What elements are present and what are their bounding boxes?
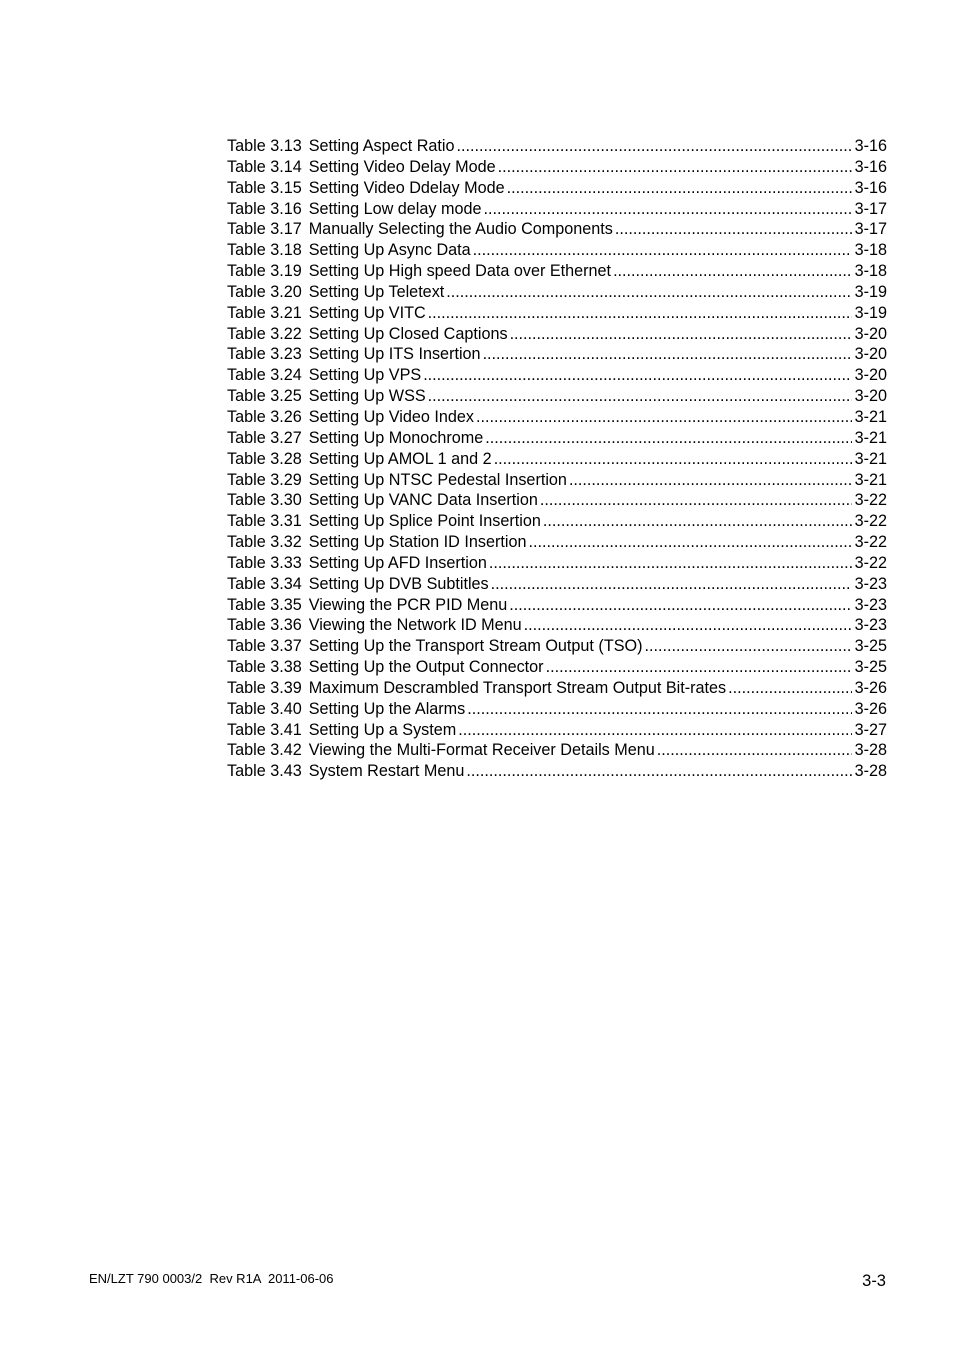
- toc-entry-number: Table 3.24: [227, 366, 302, 385]
- toc-entry-title: Setting Up WSS: [308, 387, 426, 406]
- toc-entry-number: Table 3.20: [227, 282, 302, 301]
- toc-entry-number: Table 3.33: [227, 553, 302, 572]
- page-number: 3-3: [862, 1272, 886, 1290]
- toc-entry-title: Setting Up VPS: [308, 366, 422, 385]
- toc-entry-number: Table 3.13: [227, 137, 302, 155]
- dot-leader: [467, 699, 851, 720]
- dot-leader: [510, 324, 852, 345]
- dot-leader: [491, 574, 852, 595]
- dot-leader: [483, 199, 851, 220]
- toc-entry[interactable]: [227, 157, 887, 178]
- toc-entry[interactable]: [227, 365, 887, 386]
- dot-leader: [483, 344, 852, 365]
- dot-leader: [546, 657, 852, 678]
- toc-entry-title: Setting Up AFD Insertion: [308, 553, 487, 572]
- toc-entry[interactable]: [227, 136, 887, 157]
- dot-leader: [728, 678, 851, 699]
- toc-entry[interactable]: [227, 199, 887, 220]
- toc-entry-title: System Restart Menu: [308, 762, 465, 781]
- toc-entry-page: 3-22: [854, 512, 887, 531]
- toc-entry[interactable]: [227, 595, 887, 616]
- toc-entry-page: 3-23: [854, 616, 887, 635]
- toc-entry-title: Maximum Descrambled Transport Stream Output Bit-rates: [308, 678, 727, 697]
- toc-entry-page: 3-16: [854, 178, 887, 197]
- toc-entry[interactable]: [227, 657, 887, 678]
- toc-entry-title: Setting Up Video Index: [308, 407, 474, 426]
- toc-entry-number: Table 3.21: [227, 303, 302, 322]
- toc-entry-page: 3-21: [854, 449, 887, 468]
- toc-entry-number: Table 3.15: [227, 178, 302, 197]
- dot-leader: [644, 636, 851, 657]
- dot-leader: [528, 532, 851, 553]
- dot-leader: [613, 261, 852, 282]
- toc-entry[interactable]: [227, 386, 887, 407]
- toc-entry-title: Setting Up Splice Point Insertion: [308, 512, 541, 531]
- dot-leader: [456, 136, 851, 157]
- dot-leader: [524, 615, 852, 636]
- toc-entry-page: 3-22: [854, 491, 887, 510]
- toc-entry-number: Table 3.40: [227, 699, 302, 718]
- toc-entry[interactable]: [227, 699, 887, 720]
- toc-entry-title: Setting Up VANC Data Insertion: [308, 491, 538, 510]
- toc-entry-page: 3-20: [854, 345, 887, 364]
- toc-entry[interactable]: [227, 261, 887, 282]
- toc-entry-page: 3-26: [854, 678, 887, 697]
- toc-entry-page: 3-17: [854, 220, 887, 239]
- toc-entry-page: 3-19: [854, 303, 887, 322]
- toc-entry[interactable]: [227, 511, 887, 532]
- toc-entry[interactable]: [227, 615, 887, 636]
- toc-entry-title: Setting Video Ddelay Mode: [308, 178, 505, 197]
- toc-entry-number: Table 3.30: [227, 491, 302, 510]
- toc-entry-title: Manually Selecting the Audio Components: [308, 220, 613, 239]
- toc-entry-page: 3-18: [854, 262, 887, 281]
- toc-entry-page: 3-22: [854, 533, 887, 552]
- toc-entry-page: 3-21: [854, 428, 887, 447]
- toc-entry-title: Setting Up Teletext: [308, 282, 445, 301]
- toc-entry-page: 3-23: [854, 595, 887, 614]
- dot-leader: [569, 470, 852, 491]
- toc-entry-page: 3-18: [854, 241, 887, 260]
- toc-entry-page: 3-20: [854, 324, 887, 343]
- dot-leader: [458, 720, 851, 741]
- toc-entry-page: 3-16: [854, 137, 887, 155]
- toc-entry-title: Setting Video Delay Mode: [308, 157, 496, 176]
- dot-leader: [489, 553, 852, 574]
- toc-entry[interactable]: [227, 282, 887, 303]
- toc-entry-title: Setting Up Closed Captions: [308, 324, 508, 343]
- document-reference: EN/LZT 790 0003/2 Rev R1A 2011-06-06: [89, 1271, 334, 1286]
- toc-entry-page: 3-17: [854, 199, 887, 218]
- toc-entry-number: Table 3.41: [227, 720, 302, 739]
- toc-entry[interactable]: [227, 740, 887, 761]
- toc-entry[interactable]: [227, 470, 887, 491]
- toc-entry[interactable]: [227, 574, 887, 595]
- toc-entry-number: Table 3.25: [227, 387, 302, 406]
- toc-entry-number: Table 3.23: [227, 345, 302, 364]
- toc-entry-number: Table 3.14: [227, 157, 302, 176]
- toc-entry-number: Table 3.39: [227, 678, 302, 697]
- table-of-contents: [227, 136, 887, 782]
- toc-entry[interactable]: [227, 344, 887, 365]
- toc-entry[interactable]: [227, 178, 887, 199]
- dot-leader: [428, 386, 852, 407]
- toc-entry-number: Table 3.38: [227, 658, 302, 677]
- dot-leader: [509, 595, 851, 616]
- toc-entry[interactable]: [227, 449, 887, 470]
- dot-leader: [473, 240, 852, 261]
- toc-entry-number: Table 3.16: [227, 199, 302, 218]
- toc-entry-page: 3-20: [854, 366, 887, 385]
- toc-entry-page: 3-25: [854, 637, 887, 656]
- dot-leader: [494, 449, 852, 470]
- toc-entry[interactable]: [227, 219, 887, 240]
- toc-entry[interactable]: [227, 678, 887, 699]
- toc-entry-title: Setting Up the Alarms: [308, 699, 466, 718]
- toc-entry[interactable]: [227, 428, 887, 449]
- toc-entry-page: 3-20: [854, 387, 887, 406]
- toc-entry[interactable]: [227, 490, 887, 511]
- toc-entry-number: Table 3.36: [227, 616, 302, 635]
- toc-entry-page: 3-28: [854, 762, 887, 781]
- toc-entry-page: 3-25: [854, 658, 887, 677]
- toc-entry[interactable]: [227, 407, 887, 428]
- toc-entry-title: Setting Up Station ID Insertion: [308, 533, 527, 552]
- toc-entry-number: Table 3.17: [227, 220, 302, 239]
- dot-leader: [657, 740, 852, 761]
- toc-entry-title: Viewing the PCR PID Menu: [308, 595, 508, 614]
- toc-entry-number: Table 3.35: [227, 595, 302, 614]
- toc-entry-title: Setting Up Monochrome: [308, 428, 484, 447]
- toc-entry-page: 3-21: [854, 470, 887, 489]
- toc-entry[interactable]: [227, 761, 887, 782]
- toc-entry-title: Setting Up High speed Data over Ethernet: [308, 262, 612, 281]
- toc-entry-title: Viewing the Network ID Menu: [308, 616, 522, 635]
- dot-leader: [423, 365, 851, 386]
- toc-entry-number: Table 3.37: [227, 637, 302, 656]
- toc-entry-page: 3-28: [854, 741, 887, 760]
- toc-entry-title: Setting Up a System: [308, 720, 457, 739]
- toc-entry[interactable]: [227, 303, 887, 324]
- dot-leader: [540, 490, 852, 511]
- dot-leader: [615, 219, 852, 240]
- toc-entry-number: Table 3.34: [227, 574, 302, 593]
- toc-entry[interactable]: [227, 240, 887, 261]
- toc-entry-number: Table 3.18: [227, 241, 302, 260]
- dot-leader: [543, 511, 852, 532]
- toc-entry-page: 3-27: [854, 720, 887, 739]
- toc-entry[interactable]: [227, 636, 887, 657]
- toc-entry-title: Setting Up the Transport Stream Output (TSO): [308, 637, 643, 656]
- toc-entry-title: Setting Up DVB Subtitles: [308, 574, 489, 593]
- dot-leader: [466, 761, 851, 782]
- toc-entry-page: 3-19: [854, 282, 887, 301]
- toc-entry-number: Table 3.22: [227, 324, 302, 343]
- toc-entry-title: Setting Up AMOL 1 and 2: [308, 449, 492, 468]
- toc-entry-page: 3-23: [854, 574, 887, 593]
- toc-entry-title: Setting Up the Output Connector: [308, 658, 544, 677]
- toc-entry-title: Setting Aspect Ratio: [308, 137, 455, 155]
- toc-entry-title: Setting Up Async Data: [308, 241, 471, 260]
- toc-entry-title: Setting Up NTSC Pedestal Insertion: [308, 470, 567, 489]
- toc-entry-page: 3-22: [854, 553, 887, 572]
- toc-entry-number: Table 3.42: [227, 741, 302, 760]
- toc-entry-title: Setting Up VITC: [308, 303, 426, 322]
- dot-leader: [476, 407, 852, 428]
- toc-entry[interactable]: [227, 553, 887, 574]
- toc-entry-title: Viewing the Multi-Format Receiver Details Menu: [308, 741, 655, 760]
- toc-entry-number: Table 3.29: [227, 470, 302, 489]
- toc-entry-page: 3-26: [854, 699, 887, 718]
- dot-leader: [507, 178, 852, 199]
- toc-entry[interactable]: [227, 532, 887, 553]
- dot-leader: [446, 282, 851, 303]
- dot-leader: [428, 303, 852, 324]
- toc-entry-page: 3-16: [854, 157, 887, 176]
- toc-entry-number: Table 3.32: [227, 533, 302, 552]
- toc-entry-number: Table 3.31: [227, 512, 302, 531]
- toc-entry-number: Table 3.26: [227, 407, 302, 426]
- toc-entry-number: Table 3.27: [227, 428, 302, 447]
- toc-entry-number: Table 3.19: [227, 262, 302, 281]
- toc-entry-title: Setting Low delay mode: [308, 199, 482, 218]
- toc-entry[interactable]: [227, 324, 887, 345]
- toc-entry-number: Table 3.28: [227, 449, 302, 468]
- dot-leader: [485, 428, 851, 449]
- toc-entry-title: Setting Up ITS Insertion: [308, 345, 481, 364]
- dot-leader: [498, 157, 852, 178]
- toc-entry[interactable]: [227, 720, 887, 741]
- toc-entry-page: 3-21: [854, 407, 887, 426]
- toc-entry-number: Table 3.43: [227, 762, 302, 781]
